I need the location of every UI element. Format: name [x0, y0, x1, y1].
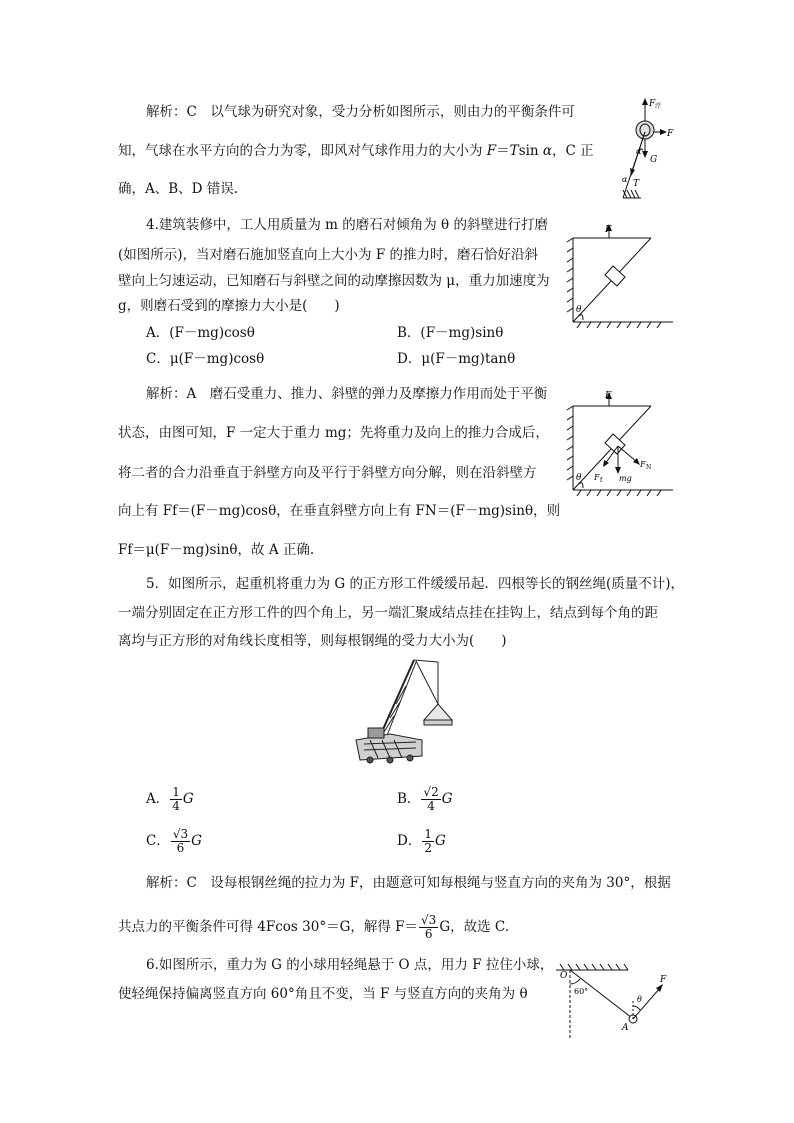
q3-solution-line3: 确，A、B、D 错误. — [118, 181, 239, 197]
option-label: B． — [397, 791, 421, 807]
q4-option-a[interactable] — [146, 324, 255, 342]
square-workpiece — [424, 720, 452, 725]
label-theta: θ — [637, 995, 642, 1004]
q4-solution-line1: 解析：A 磨石受重力、推力、斜壁的弹力及摩擦力作用而处于平衡 — [146, 386, 548, 402]
fraction — [422, 828, 434, 855]
q4-stem-line3: 壁向上匀速运动，已知磨石与斜壁之间的动摩擦因数为 μ，重力加速度为 — [118, 273, 550, 289]
q3-text-end: ，C 正 — [552, 143, 594, 159]
q4-stem-line4: g，则磨石受到的摩擦力大小是( ) — [118, 298, 340, 314]
numerator: 1 — [424, 827, 432, 841]
q5-option-c[interactable] — [146, 828, 202, 855]
label-60: 60° — [574, 987, 589, 996]
q4-option-b[interactable] — [397, 324, 503, 342]
option-label: D． — [397, 833, 422, 849]
balloon-force-diagram — [605, 92, 685, 202]
q4-solution-line2: 状态，由图可知，F 一定大于重力 mg；先将重力及向上的推力合成后， — [118, 425, 549, 441]
numerator: √3 — [172, 827, 189, 841]
option-label: C． — [146, 351, 170, 367]
label-theta: θ — [576, 473, 582, 483]
q6-stem-line1: 6.如图所示，重力为 G 的小球用轻绳悬于 O 点，用力 F 拉住小球， — [146, 957, 554, 973]
denominator: 6 — [424, 927, 433, 941]
denominator: 4 — [427, 799, 435, 813]
q5-stem-line1: 5．如图所示，起重机将重力为 G 的正方形工件缓缓吊起．四根等长的钢丝绳(质量不计)， — [146, 576, 684, 592]
q4-solution-line4: 向上有 Ff＝(F－mg)cosθ，在垂直斜壁方向上有 FN＝(F－mg)sinθ，则 — [118, 503, 561, 519]
numerator: √2 — [423, 785, 439, 799]
q3-solution-line1: 解析：C 以气球为研究对象，受力分析如图所示，则由力的平衡条件可 — [146, 104, 575, 120]
label-f: F — [605, 391, 612, 401]
label-f: F — [660, 975, 667, 985]
label-f-wind: F — [667, 129, 674, 139]
q6-pendulum-diagram — [552, 962, 682, 1042]
crane-boom — [380, 660, 414, 736]
label-buoyancy-sub: 浮 — [655, 103, 662, 110]
label-a: A — [622, 1023, 629, 1033]
fraction — [170, 786, 182, 813]
q4-solution-line5: Ff＝μ(F－mg)sinθ，故 A 正确. — [118, 542, 315, 558]
label-alpha-bottom: α — [622, 175, 628, 184]
option-label: A． — [146, 791, 170, 807]
label-o: O — [560, 971, 568, 981]
option-var: G — [434, 833, 446, 849]
label-f: F — [605, 225, 612, 235]
fraction — [171, 828, 190, 855]
q5-solution-text: 共点力的平衡条件可得 4Fcos 30°＝G，解得 F＝ — [118, 919, 419, 935]
option-label: D． — [397, 351, 422, 367]
option-var: G — [191, 833, 202, 849]
option-var: G — [441, 791, 453, 807]
option-text: μ(F－mg)cosθ — [169, 351, 265, 367]
q4-solution-line3: 将二者的合力沿垂直于斜壁方向及平行于斜壁方向分解，则在沿斜壁方 — [118, 465, 537, 481]
label-f-buoyancy: F — [649, 99, 656, 109]
q5-solution-line2 — [118, 914, 509, 941]
q6-stem-line2: 使轻绳保持偏离竖直方向 60°角且不变，当 F 与竖直方向的夹角为 θ — [118, 986, 528, 1002]
label-fn: F — [640, 460, 646, 469]
q3-eq: ＝ — [496, 143, 510, 159]
q3-sin: sin — [518, 143, 543, 159]
option-label: A． — [146, 325, 170, 341]
label-ff: F — [594, 473, 600, 482]
q4-stem-line1: 4.建筑装修中，工人用质量为 m 的磨石对倾角为 θ 的斜壁进行打磨 — [146, 217, 548, 233]
q4-force-analysis-diagram — [565, 386, 677, 496]
label-ff-sub: f — [600, 477, 603, 484]
option-text: μ(F－mg)tanθ — [421, 351, 516, 367]
label-mg: mg — [619, 474, 632, 483]
denominator: 6 — [176, 841, 185, 855]
q3-text: 知，气球在水平方向的合力为零，即风对气球作用力的大小为 — [118, 143, 487, 159]
q3-var-alpha: α — [542, 143, 553, 159]
q5-stem-line3: 离均与正方形的对角线长度相等，则每根钢绳的受力大小为( ) — [118, 633, 507, 649]
q5-solution-line1: 解析：C 设每根钢丝绳的拉力为 F，由题意可知每根绳与竖直方向的夹角为 30°，根据 — [146, 875, 671, 891]
option-label: B． — [397, 325, 421, 341]
q5-stem-line2: 一端分别固定在正方形工件的四个角上，另一端汇聚成结点挂在挂钩上，结点到每个角的距 — [118, 605, 658, 621]
label-alpha-top: α — [636, 147, 642, 156]
denominator: 2 — [424, 841, 432, 855]
denominator: 4 — [172, 799, 180, 813]
q5-option-d[interactable] — [397, 828, 446, 855]
label-fn-sub: N — [646, 464, 652, 471]
label-theta: θ — [576, 305, 582, 315]
fn-arrow — [618, 446, 637, 462]
q4-stem-line2: (如图所示)，当对磨石施加竖直向上大小为 F 的推力时，磨石恰好沿斜 — [118, 247, 538, 263]
option-text: (F－mg)sinθ — [420, 325, 504, 341]
option-var: G — [182, 791, 194, 807]
label-g: G — [650, 155, 658, 165]
label-t: T — [633, 179, 640, 189]
q4-option-c[interactable] — [146, 350, 264, 368]
numerator: √3 — [421, 913, 437, 927]
numerator: 1 — [172, 785, 180, 799]
q5-solution-end: G，故选 C. — [439, 919, 510, 935]
crane-cable — [416, 661, 438, 704]
q5-option-b[interactable] — [397, 786, 453, 813]
option-text: (F－mg)cosθ — [169, 325, 255, 341]
q3-var-f: F — [486, 143, 497, 159]
q5-option-a[interactable] — [146, 786, 194, 813]
crane-illustration — [350, 656, 470, 770]
fraction — [419, 914, 438, 941]
q3-var-t: T — [509, 143, 519, 159]
hanging-workpiece-ropes — [424, 704, 452, 720]
fraction — [421, 786, 440, 813]
option-label: C． — [146, 833, 170, 849]
q3-solution-line2 — [118, 142, 594, 160]
q4-option-d[interactable] — [397, 350, 515, 368]
q4-incline-diagram — [565, 216, 677, 328]
